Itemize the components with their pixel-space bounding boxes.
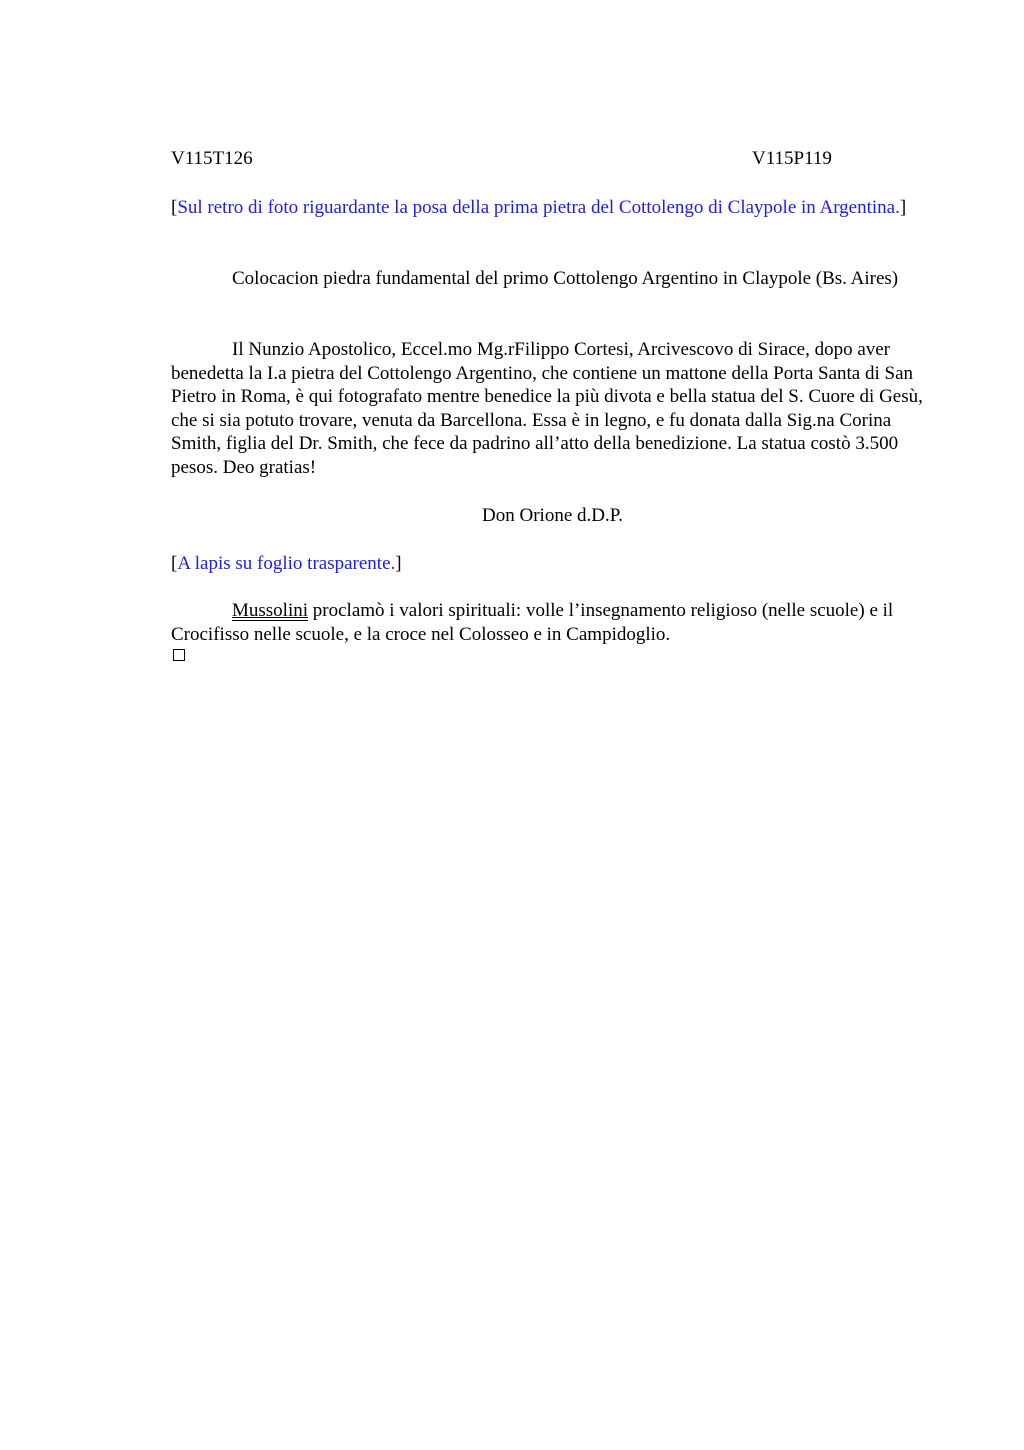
header-left-code: V115T126 (171, 148, 253, 169)
editor-note-photo (171, 196, 923, 220)
final-paragraph-text: proclamò i valori spirituali: volle l’insegnamento religioso (nelle scuole) e il Crocifisso nelle scuole, e la croce nel Colosseo e in Campidoglio. (171, 600, 894, 645)
note-open-bracket: [ (171, 197, 178, 218)
editor-note-pencil (171, 552, 923, 576)
body-paragraph: Il Nunzio Apostolico, Eccel.mo Mg.rFilippo Cortesi, Arcivescovo di Sirace, dopo aver benedetta la I.a pietra del Cottolengo Argentino, che contiene un mattone della Porta Santa di San Pietro in Roma, è qui fotografato mentre benedice la più divota e bella statua del S. Cuore di Gesù, che si sia potuto trovare, venuta da Barcellona. Essa è in legno, e fu donata dalla Sig.na Corina Smith, figlia del Dr. Smith, che fece da padrino all’atto della benedizione. La statua costò 3.500 pesos. Deo gratias! (171, 339, 923, 478)
note-text: Sul retro di foto riguardante la posa della prima pietra del Cottolengo di Claypole in Argentina. (177, 197, 900, 218)
final-paragraph (171, 599, 923, 646)
note-close-bracket: ] (899, 197, 907, 218)
header-right-code: V115P119 (752, 148, 832, 169)
note-text: A lapis su foglio trasparente. (177, 553, 396, 574)
photo-caption: Colocacion piedra fundamental del primo Cottolengo Argentino in Claypole (Bs. Aires) (232, 268, 899, 289)
underlined-name: Mussolini (232, 600, 309, 621)
end-square-icon (173, 649, 185, 661)
note-close-bracket: ] (395, 553, 402, 574)
signature: Don Orione d.D.P. (482, 505, 623, 526)
note-open-bracket: [ (171, 553, 178, 574)
